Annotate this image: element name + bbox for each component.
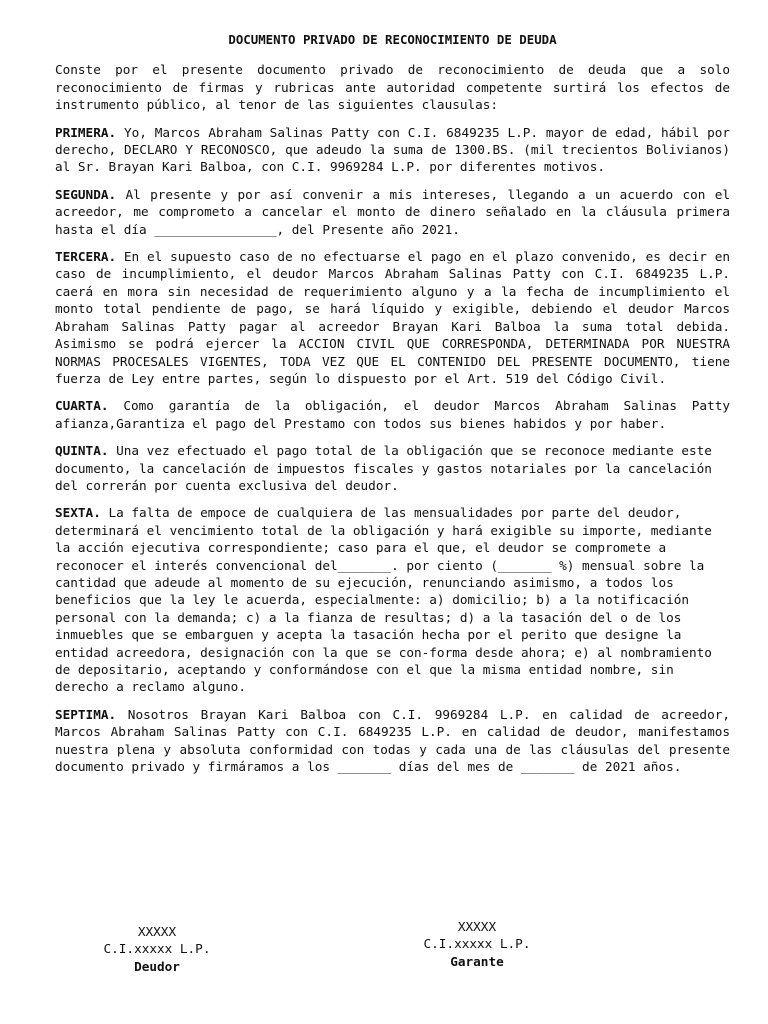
clause-tercera-label: TERCERA. [55,249,117,265]
clause-septima [55,706,730,776]
signature-role: Deudor [134,958,180,974]
clause-primera-text: Yo, Marcos Abraham Salinas Patty con C.I. 6849235 L.P. mayor de edad, hábil por derecho, DECLARO Y RECONOSCO, que adeudo la suma de 1300.BS. (mil trecientos Bolivianos) al Sr. Brayan Kari Balboa, con C.I. 9969284 L.P. por diferentes motivos. [55,124,730,175]
signature-role: Garante [450,953,504,969]
signature-name: XXXXX [137,924,177,939]
clause-quinta [55,442,730,494]
signature-block-garante [412,918,542,970]
clause-primera-label: PRIMERA. [55,124,117,140]
clause-cuarta-label: CUARTA. [55,398,109,414]
signature-ci: C.I.xxxxx L.P. [103,941,211,957]
clause-segunda [55,186,730,238]
clause-quinta-text: Una vez efectuado el pago total de la obligación que se reconoce mediante este documento, la cancelación de impuestos fiscales y gastos notariales por la cancelación del correrán por cuenta exclusiva del deudor. [55,443,712,493]
clause-tercera-text: En el supuesto caso de no efectuarse el pago en el plazo convenido, es decir en caso de incumplimiento, el deudor Marcos Abraham Salinas Patty con C.I. 6849235 L.P. caerá en mora sin necesidad de requerimiento alguno y a la fecha de incumplimiento el monto total pendiente de pago, se hará líquido y exigible, debiendo el deudor Marcos Abraham Salinas Patty pagar al acreedor Brayan Kari Balboa la suma total debida. Asimismo se podrá ejercer la ACCION CIVIL QUE CORRESPONDA, DETERMINADA POR NUESTRA NORMAS PROCESALES VIGENTES, TODA VEZ QUE EL CONTENIDO DEL PRESENTE DOCUMENTO, tiene fuerza de Ley entre partes, según lo dispuesto por el Art. 519 del Código Civil. [55,249,730,386]
signature-name: XXXXX [457,919,497,934]
clause-tercera [55,248,730,387]
clause-cuarta [55,397,730,432]
clause-septima-text: Nosotros Brayan Kari Balboa con C.I. 9969284 L.P. en calidad de acreedor, Marcos Abraham Salinas Patty con C.I. 6849235 L.P. en calidad de deudor, manifestamos nuestra plena y absoluta conformidad con todas y cada una de las cláusulas del presente documento privado y firmáramos a los _______ días del mes de _______ de 2021 años. [55,706,730,775]
intro-paragraph: Conste por el presente documento privado de reconocimiento de deuda que a solo reconocimiento de firmas y rubricas ante autoridad competente surtirá los efectos de instrumento público, al tenor de las siguientes clausulas: [55,62,730,113]
clause-sexta-text: La falta de empoce de cualquiera de las mensualidades por parte del deudor, determinará el vencimiento total de la obligación y hará exigible su importe, mediante la acción ejecutiva correspondiente; caso para el que, el deudor se compromete a reconocer el interés convencional del_______. por ciento (_______ %) mensual sobre la cantidad que adeude al momento de su ejecución, renunciando asimismo, a todos los beneficios que la ley le acuerda, especialmente: a) domicilio; b) a la notificación personal con la demanda; c) a la fianza de resultas; d) a la tasación del o de los inmuebles que se embarguen y acepta la tasación hecha por el perito que designe la entidad acreedora, designación con la que se con-forma desde ahora; e) al nombramiento de depositario, aceptando y conformándose con el que la misma entidad nombre, sin derecho a reclamo alguno. [55,505,712,695]
clause-segunda-text: Al presente y por así convenir a mis intereses, llegando a un acuerdo con el acreedor, me comprometo a cancelar el monto de dinero señalado en la cláusula primera hasta el día ________________, del Presente año 2021. [55,186,730,237]
clause-segunda-label: SEGUNDA. [55,186,117,202]
clause-cuarta-text: Como garantía de la obligación, el deudor Marcos Abraham Salinas Patty afianza,Garantiza el pago del Prestamo con todos sus bienes habidos y por haber. [55,398,730,431]
clause-sexta-label: SEXTA. [55,505,101,521]
clause-quinta-label: QUINTA. [55,443,109,459]
signature-block-deudor [92,923,222,975]
signature-ci: C.I.xxxxx L.P. [423,936,531,952]
document-title: DOCUMENTO PRIVADO DE RECONOCIMIENTO DE DEUDA [228,32,557,47]
clause-septima-label: SEPTIMA. [55,706,117,722]
clause-sexta [55,504,730,695]
clause-primera [55,124,730,176]
